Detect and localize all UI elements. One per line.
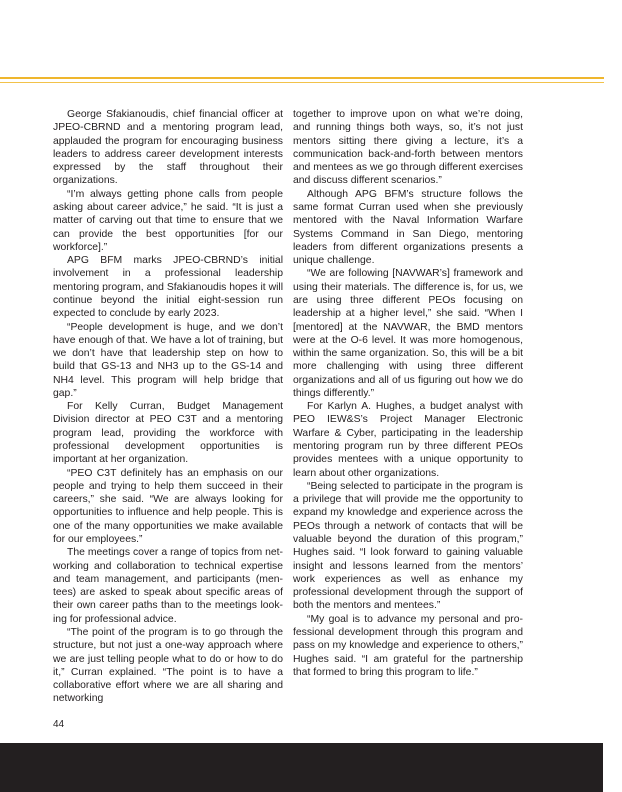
paragraph-continuation: together to improve upon on what we’re doing, and running things both ways, so, it’s not just mentors sitting there giving a lecture, it’s a communication back-and-forth between mentors and mentees as we go through different exercises and discuss different scenarios.” [293, 109, 523, 187]
article-column-left [53, 108, 283, 706]
paragraph: “Being selected to participate in the program is a privilege that will provide me the opportunity to expand my knowledge and experience across the PEOs through a network of contacts that will be valuable beyond the duration of this program,” Hughes said. “I look forward to gaining valuable insight and lessons learned from the mentors’ work experiences as well as enhance my professional development through the support of both the mentors and mentees.” [293, 480, 523, 612]
header-rule-thick [0, 77, 604, 79]
paragraph: The meetings cover a range of topics from networking and collaboration to technical expertise and team management, and participants (mentees) are asked to speak about specific areas of their own career paths than to the meetings looking for professional advice. [53, 547, 283, 625]
page-number: 44 [53, 719, 65, 730]
paragraph: APG BFM marks JPEO-CBRND’s initial involvement in a professional leadership mentoring program, and Sfakianoudis hopes it will continue beyond the initial eight-session run expected to conclude by early 2023. [53, 255, 283, 320]
paragraph: For Kelly Curran, Budget Management Division director at PEO C3T and a mentoring program lead, providing the workforce with professional development opportunities is important at her organization. [53, 401, 283, 466]
paragraph: “People development is huge, and we don’t have enough of that. We have a lot of training, but we don’t have that leadership step on how to build that GS-13 and NH3 up to the GS-14 and NH4 level. This program will help bridge that gap.” [53, 321, 283, 399]
header-rule-thin [0, 82, 604, 83]
footer-band [0, 743, 603, 792]
paragraph: “PEO C3T definitely has an emphasis on our people and trying to help them succeed in their careers,” she said. “We are always looking for opportunities to influence and help people. This is one of the many opportunities we make available for our employees.” [53, 467, 283, 545]
paragraph: “We are following [NAVWAR’s] framework and using their materials. The difference is, for us, we are using three different PEOs focusing on leadership at a higher level,” she said. “When I [mentored] at the NAVWAR, the BMD mentors were at the O-6 level. It was more homogenous, within the same organization. So, this will be a bit more challenging with using three different organizations and all of us figuring out how we do things differently.” [293, 268, 523, 399]
paragraph: George Sfakianoudis, chief financial officer at JPEO-CBRND and a mentoring program lead, applauded the program for encouraging business leaders to address career development interests expressed by the staff throughout their organizations. [53, 109, 283, 187]
paragraph: For Karlyn A. Hughes, a budget analyst with PEO IEW&S’s Project Manager Electronic Warfare & Cyber, participating in the leadership mentoring program run by three different PEOs provides mentees with a unique opportunity to learn about other organizations. [293, 401, 523, 479]
paragraph: “The point of the program is to go through the structure, but not just a one-way approach where we are just telling people what to do or how to do it,” Curran explained. “The point is to have a collaborative effort where we are all sharing and networking [53, 626, 283, 705]
paragraph: “I’m always getting phone calls from people asking about career advice,” he said. “It is just a matter of carving out that time to ensure that we can provide the best opportunities [for our workforce].” [53, 188, 283, 253]
article-column-right [293, 108, 523, 679]
paragraph: Although APG BFM’s structure follows the same format Curran used when she previously mentored with the Naval Information Warfare Systems Command in San Diego, mentoring leaders from different organizations presents a unique challenge. [293, 188, 523, 267]
paragraph: “My goal is to advance my personal and professional development through this program and pass on my knowledge and experience to others,” Hughes said. “I am grateful for the partnership that formed to bring this program to life.” [293, 613, 523, 678]
